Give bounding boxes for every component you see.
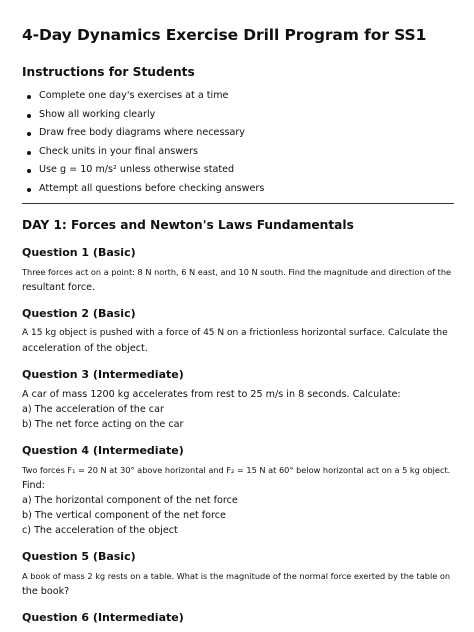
bullet-icon — [27, 169, 31, 173]
question-text-line: Two forces F₁ = 20 N at 30° above horizontal and F₂ = 15 N at 60° below horizontal act on a 5 kg object. — [22, 465, 451, 475]
list-item — [22, 143, 454, 162]
question-title: Question 1 (Basic) — [22, 246, 136, 259]
question-text-line: A book of mass 2 kg rests on a table. What is the magnitude of the normal force exerted by the table on — [22, 571, 451, 581]
question-2 — [22, 306, 454, 356]
list-item-text: Use g = 10 m/s² unless otherwise stated — [39, 164, 235, 175]
question-text-line: Find: — [22, 480, 45, 491]
list-item — [22, 87, 454, 106]
question-title: Question 5 (Basic) — [22, 550, 136, 563]
question-text-line: a) The horizontal component of the net force — [22, 495, 238, 506]
list-item — [22, 124, 454, 143]
question-text-line: A 15 kg object is pushed with a force of 45 N on a frictionless horizontal surface. Calculate the — [22, 328, 448, 338]
list-item — [22, 180, 454, 199]
question-text-line: resultant force. — [22, 282, 96, 293]
question-5 — [22, 549, 454, 599]
question-text-line: a) The acceleration of the car — [22, 404, 164, 415]
document-page — [22, 24, 454, 630]
list-item-text: Attempt all questions before checking answers — [39, 182, 265, 194]
question-title: Question 4 (Intermediate) — [22, 444, 184, 457]
question-4 — [22, 443, 454, 538]
list-item-text: Check units in your final answers — [39, 145, 198, 157]
question-text-line: the book? — [22, 586, 70, 597]
question-1 — [22, 245, 454, 295]
section-divider — [22, 203, 454, 204]
instructions-heading: Instructions for Students — [22, 65, 195, 79]
list-item-text: Show all working clearly — [39, 108, 156, 120]
question-3 — [22, 367, 454, 432]
instructions-list — [22, 87, 454, 198]
question-title: Question 3 (Intermediate) — [22, 368, 184, 381]
bullet-icon — [27, 188, 31, 192]
question-text-line: acceleration of the object. — [22, 343, 148, 354]
question-text-line: A car of mass 1200 kg accelerates from rest to 25 m/s in 8 seconds. Calculate: — [22, 389, 401, 400]
question-text-line: b) The vertical component of the net force — [22, 510, 226, 521]
question-text-line: Three forces act on a point: 8 N north, 6 N east, and 10 N south. Find the magnitude and direction of the — [22, 267, 452, 277]
question-title: Question 2 (Basic) — [22, 307, 136, 320]
question-title: Question 6 (Intermediate) — [22, 611, 184, 624]
day1-heading: DAY 1: Forces and Newton's Laws Fundamentals — [22, 218, 354, 232]
bullet-icon — [27, 151, 31, 155]
bullet-icon — [27, 95, 31, 99]
list-item-text: Complete one day's exercises at a time — [39, 90, 229, 101]
list-item — [22, 106, 454, 125]
bullet-icon — [27, 132, 31, 136]
bullet-icon — [27, 114, 31, 118]
question-text-line: b) The net force acting on the car — [22, 419, 184, 430]
list-item — [22, 161, 454, 180]
list-item-text: Draw free body diagrams where necessary — [39, 127, 245, 138]
question-6 — [22, 610, 454, 626]
page-title: 4-Day Dynamics Exercise Drill Program for SS1 — [22, 26, 427, 44]
question-text-line: c) The acceleration of the object — [22, 525, 178, 536]
